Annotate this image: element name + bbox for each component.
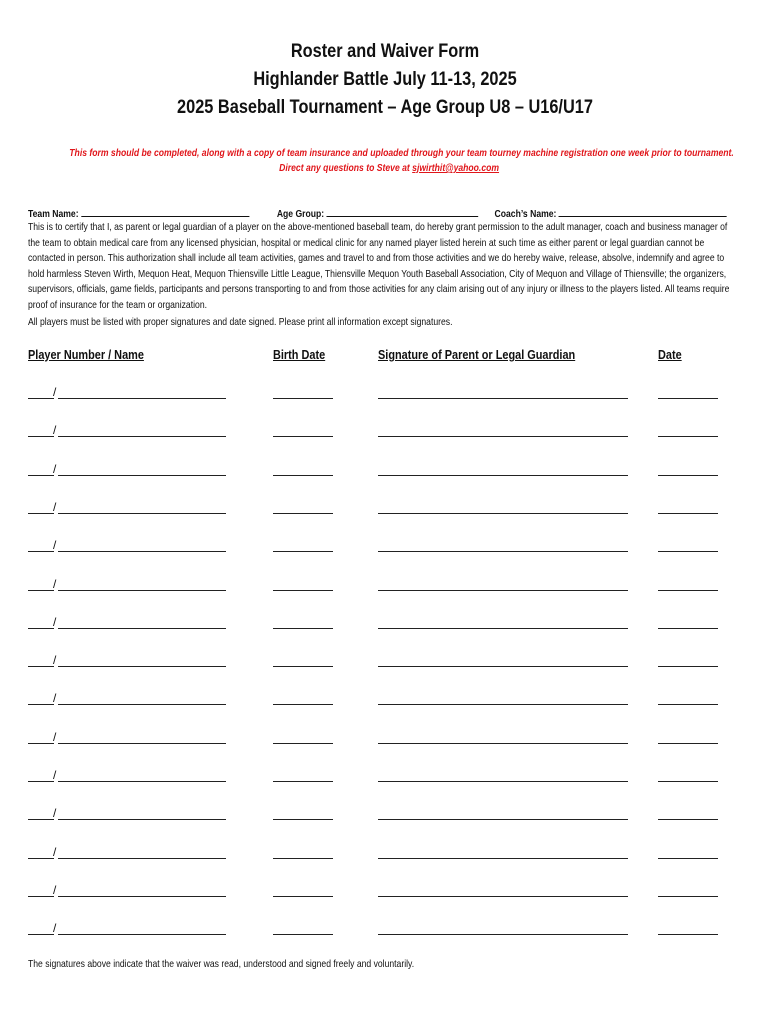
player-name-field[interactable] <box>58 436 226 437</box>
column-header-signature: Signature of Parent or Legal Guardian <box>378 347 576 362</box>
coach-name-field[interactable] <box>559 207 727 217</box>
player-number-field[interactable] <box>28 666 54 667</box>
row-separator-slash: / <box>53 462 57 476</box>
player-number-field[interactable] <box>28 475 54 476</box>
birth-date-field[interactable] <box>273 781 333 782</box>
player-number-field[interactable] <box>28 858 54 859</box>
date-field[interactable] <box>658 743 718 744</box>
notice-line-2 <box>69 161 709 176</box>
signature-field[interactable] <box>378 475 628 476</box>
date-field[interactable] <box>658 475 718 476</box>
player-name-field[interactable] <box>58 551 226 552</box>
row-separator-slash: / <box>53 538 57 552</box>
date-field[interactable] <box>658 551 718 552</box>
date-field[interactable] <box>658 781 718 782</box>
birth-date-field[interactable] <box>273 743 333 744</box>
player-name-field[interactable] <box>58 858 226 859</box>
date-field[interactable] <box>658 513 718 514</box>
player-number-field[interactable] <box>28 628 54 629</box>
signature-field[interactable] <box>378 551 628 552</box>
birth-date-field[interactable] <box>273 513 333 514</box>
player-name-field[interactable] <box>58 819 226 820</box>
birth-date-field[interactable] <box>273 858 333 859</box>
birth-date-field[interactable] <box>273 436 333 437</box>
player-number-field[interactable] <box>28 819 54 820</box>
date-field[interactable] <box>658 628 718 629</box>
birth-date-field[interactable] <box>273 666 333 667</box>
row-separator-slash: / <box>53 385 57 399</box>
player-number-field[interactable] <box>28 781 54 782</box>
date-field[interactable] <box>658 858 718 859</box>
date-field[interactable] <box>658 398 718 399</box>
column-header-date: Date <box>658 347 682 362</box>
team-name-label: Team Name: <box>28 208 79 220</box>
column-header-birth-date: Birth Date <box>273 347 326 362</box>
row-separator-slash: / <box>53 691 57 705</box>
player-name-field[interactable] <box>58 475 226 476</box>
notice-line-2-prefix: Direct any questions to Steve at <box>279 162 413 174</box>
birth-date-field[interactable] <box>273 398 333 399</box>
signature-field[interactable] <box>378 781 628 782</box>
player-row <box>0 615 770 640</box>
birth-date-field[interactable] <box>273 896 333 897</box>
listing-instruction: All players must be listed with proper signatures and date signed. Please print all information except signatures. <box>28 316 453 328</box>
date-field[interactable] <box>658 896 718 897</box>
birth-date-field[interactable] <box>273 628 333 629</box>
footer-statement: The signatures above indicate that the waiver was read, understood and signed freely and voluntarily. <box>28 958 415 970</box>
player-row <box>0 423 770 448</box>
row-separator-slash: / <box>53 883 57 897</box>
player-name-field[interactable] <box>58 704 226 705</box>
date-field[interactable] <box>658 436 718 437</box>
age-group-field[interactable] <box>327 207 479 217</box>
birth-date-field[interactable] <box>273 551 333 552</box>
signature-field[interactable] <box>378 513 628 514</box>
player-row <box>0 845 770 870</box>
player-row <box>0 462 770 487</box>
player-number-field[interactable] <box>28 704 54 705</box>
player-name-field[interactable] <box>58 743 226 744</box>
signature-field[interactable] <box>378 666 628 667</box>
player-row <box>0 385 770 410</box>
row-separator-slash: / <box>53 806 57 820</box>
signature-field[interactable] <box>378 896 628 897</box>
player-row <box>0 577 770 602</box>
row-separator-slash: / <box>53 921 57 935</box>
player-number-field[interactable] <box>28 590 54 591</box>
signature-field[interactable] <box>378 858 628 859</box>
player-number-field[interactable] <box>28 513 54 514</box>
player-name-field[interactable] <box>58 513 226 514</box>
date-field[interactable] <box>658 934 718 935</box>
column-header-player: Player Number / Name <box>28 347 144 362</box>
birth-date-field[interactable] <box>273 819 333 820</box>
player-name-field[interactable] <box>58 590 226 591</box>
player-row <box>0 691 770 716</box>
player-name-field[interactable] <box>58 628 226 629</box>
player-number-field[interactable] <box>28 436 54 437</box>
notice-line-1: This form should be completed, along with a copy of team insurance and uploaded through your team tourney machine registration one week prior to tournament. <box>69 147 734 159</box>
player-number-field[interactable] <box>28 743 54 744</box>
birth-date-field[interactable] <box>273 704 333 705</box>
row-separator-slash: / <box>53 615 57 629</box>
title-line-1: Roster and Waiver Form <box>290 41 480 62</box>
signature-field[interactable] <box>378 628 628 629</box>
signature-field[interactable] <box>378 934 628 935</box>
title-line-2: Highlander Battle July 11-13, 2025 <box>253 69 517 90</box>
row-separator-slash: / <box>53 423 57 437</box>
date-field[interactable] <box>658 819 718 820</box>
player-row <box>0 921 770 946</box>
date-field[interactable] <box>658 590 718 591</box>
age-group-label: Age Group: <box>276 208 325 220</box>
birth-date-field[interactable] <box>273 934 333 935</box>
contact-email-link[interactable]: sjwirthit@yahoo.com <box>412 162 500 174</box>
row-separator-slash: / <box>53 768 57 782</box>
signature-field[interactable] <box>378 590 628 591</box>
signature-field[interactable] <box>378 819 628 820</box>
player-row <box>0 500 770 525</box>
date-field[interactable] <box>658 704 718 705</box>
row-separator-slash: / <box>53 500 57 514</box>
player-row <box>0 653 770 678</box>
player-row <box>0 768 770 793</box>
player-name-field[interactable] <box>58 666 226 667</box>
player-row <box>0 730 770 755</box>
player-number-field[interactable] <box>28 896 54 897</box>
row-separator-slash: / <box>53 653 57 667</box>
row-separator-slash: / <box>53 577 57 591</box>
row-separator-slash: / <box>53 845 57 859</box>
team-info-line <box>28 207 635 220</box>
coach-name-label: Coach’s Name: <box>494 208 557 220</box>
form-title <box>0 38 770 122</box>
signature-field[interactable] <box>378 436 628 437</box>
player-name-field[interactable] <box>58 896 226 897</box>
player-name-field[interactable] <box>58 934 226 935</box>
waiver-paragraph: This is to certify that I, as parent or legal guardian of a player on the above-mentioned baseball team, do hereby grant permission to the adult manager, coach and business manager of the team to obtain medical care from any licensed physician, hospital or medical clinic for any named player listed herein at such time as either parent or legal guardian cannot be contacted in person. This authorization shall include all team activities, games and travel to and from those activities and we do hereby waive, release, absolve, indemnify and agree to hold harmless Steven Wirth, Mequon Heat, Mequon Thiensville Little League, Thiensville Mequon Youth Baseball Association, City of Mequon and Village of Thiensville; the organizers, supervisors, officials, game fields, participants and persons transporting to and from those activities for any claim arising out of any injury or illness to the players listed. All teams require proof of insurance for the team or organization. <box>28 221 730 311</box>
player-number-field[interactable] <box>28 398 54 399</box>
player-row <box>0 806 770 831</box>
submission-notice <box>69 146 734 176</box>
team-name-field[interactable] <box>81 207 249 217</box>
signature-field[interactable] <box>378 704 628 705</box>
title-line-3: 2025 Baseball Tournament – Age Group U8 – U16/U17 <box>177 97 593 118</box>
row-separator-slash: / <box>53 730 57 744</box>
player-row <box>0 538 770 563</box>
player-name-field[interactable] <box>58 398 226 399</box>
signature-field[interactable] <box>378 398 628 399</box>
player-number-field[interactable] <box>28 551 54 552</box>
birth-date-field[interactable] <box>273 475 333 476</box>
player-name-field[interactable] <box>58 781 226 782</box>
player-row <box>0 883 770 908</box>
signature-field[interactable] <box>378 743 628 744</box>
player-number-field[interactable] <box>28 934 54 935</box>
birth-date-field[interactable] <box>273 590 333 591</box>
date-field[interactable] <box>658 666 718 667</box>
